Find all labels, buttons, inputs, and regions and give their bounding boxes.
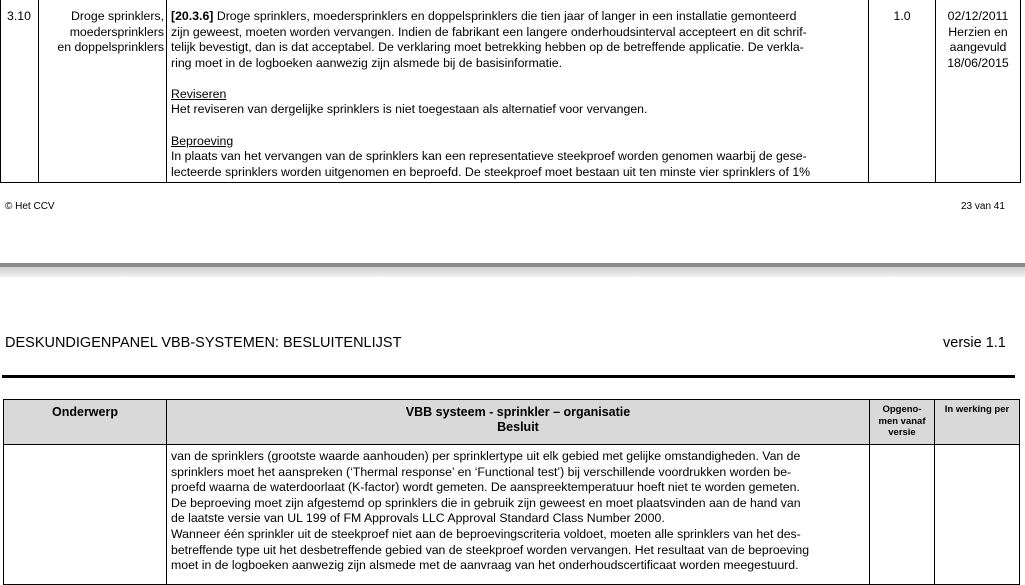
footer-copyright: © Het CCV [5, 201, 55, 212]
top-decision-table [0, 0, 1021, 183]
section-title-beproeving: Beproeving [171, 133, 234, 148]
header-in-werking: In werking per [935, 400, 1020, 445]
row-version: 1.0 [869, 0, 936, 183]
header-opgenomen: Opgeno- men vanaf versie [870, 400, 935, 445]
row-number: 3.10 [1, 0, 39, 183]
section-title-reviseren: Reviseren [171, 86, 227, 101]
header-onderwerp: Onderwerp [4, 400, 167, 445]
table-header-row [4, 400, 1020, 445]
footer-page-number: 23 van 41 [961, 201, 1005, 212]
ref-code: [20.3.6] [171, 9, 214, 23]
page-version: versie 1.1 [943, 335, 1006, 351]
page-title: DESKUNDIGENPANEL VBB-SYSTEMEN: BESLUITENLIJST [5, 335, 402, 351]
header-main: VBB systeem - sprinkler – organisatie Besluit [167, 400, 870, 445]
row-decision-text: [20.3.6] Droge sprinklers, moedersprinklers en doppelsprinklers die tien jaar of langer in een installatie gemonteerd zijn geweest, moeten worden vervangen. Indien de fabrikant een langere onderhoudsinterval accepteert en dit schrif- telijk bevestigt, dan is dat acceptabel. De verklaring moet betrekking hebben op de betreffende applicatie. De verkla- ring moet in de logboeken aanwezig zijn alsmede bij de basisinformatie. Reviseren Het reviseren van dergelijke sprinklers is niet toegestaan als alternatief voor vervangen. Beproeving In plaats van het vervangen van de sprinklers kan een representatieve steekproef worden genomen waarbij de gese- lecteerde sprinklers worden uitgenomen en beproefd. De steekproef moet bestaan uit ten minste vier sprinklers of 1% [167, 0, 869, 183]
row-topic: Droge sprinklers, moedersprinklers en doppelsprinklers [39, 0, 167, 183]
row-topic [4, 445, 167, 585]
bottom-decision-table [3, 399, 1020, 585]
row-version [870, 445, 935, 585]
row-date [935, 445, 1020, 585]
row-decision-text: van de sprinklers (grootste waarde aanhouden) per sprinklertype uit elk gebied met gelijke omstandigheden. Van de sprinklers moet het aanspreken (‘Thermal response’ en ‘Functional test’) bij verschillende voordrukken worden be- proefd waarna de waterdoorlaat (K-factor) wordt gemeten. De aanspreektemperatuur hoeft niet te worden gemeten. De beproeving moet zijn afgestemd op sprinklers die in gebruik zijn geweest en moet plaatsvinden aan de hand van de laatste versie van UL 199 of FM Approvals LLC Approval Standard Class Number 2000. Wanneer één sprinkler uit de steekproef niet aan de beproevingscriteria voldoet, moeten alle sprinklers van het des- betreffende type uit het desbetreffende gebied van de steekproef worden vervangen. Het resultaat van de beproeving moet in de logboeken aanwezig zijn alsmede met de aanvraag van het onderhoudscertificaat worden meegestuurd. [167, 445, 870, 585]
page-separator-shadow [0, 267, 1025, 277]
table-row [4, 445, 1020, 585]
row-date: 02/12/2011 Herzien en aangevuld 18/06/2015 [936, 0, 1021, 183]
table-row [1, 0, 1021, 183]
header-rule [2, 375, 1015, 378]
